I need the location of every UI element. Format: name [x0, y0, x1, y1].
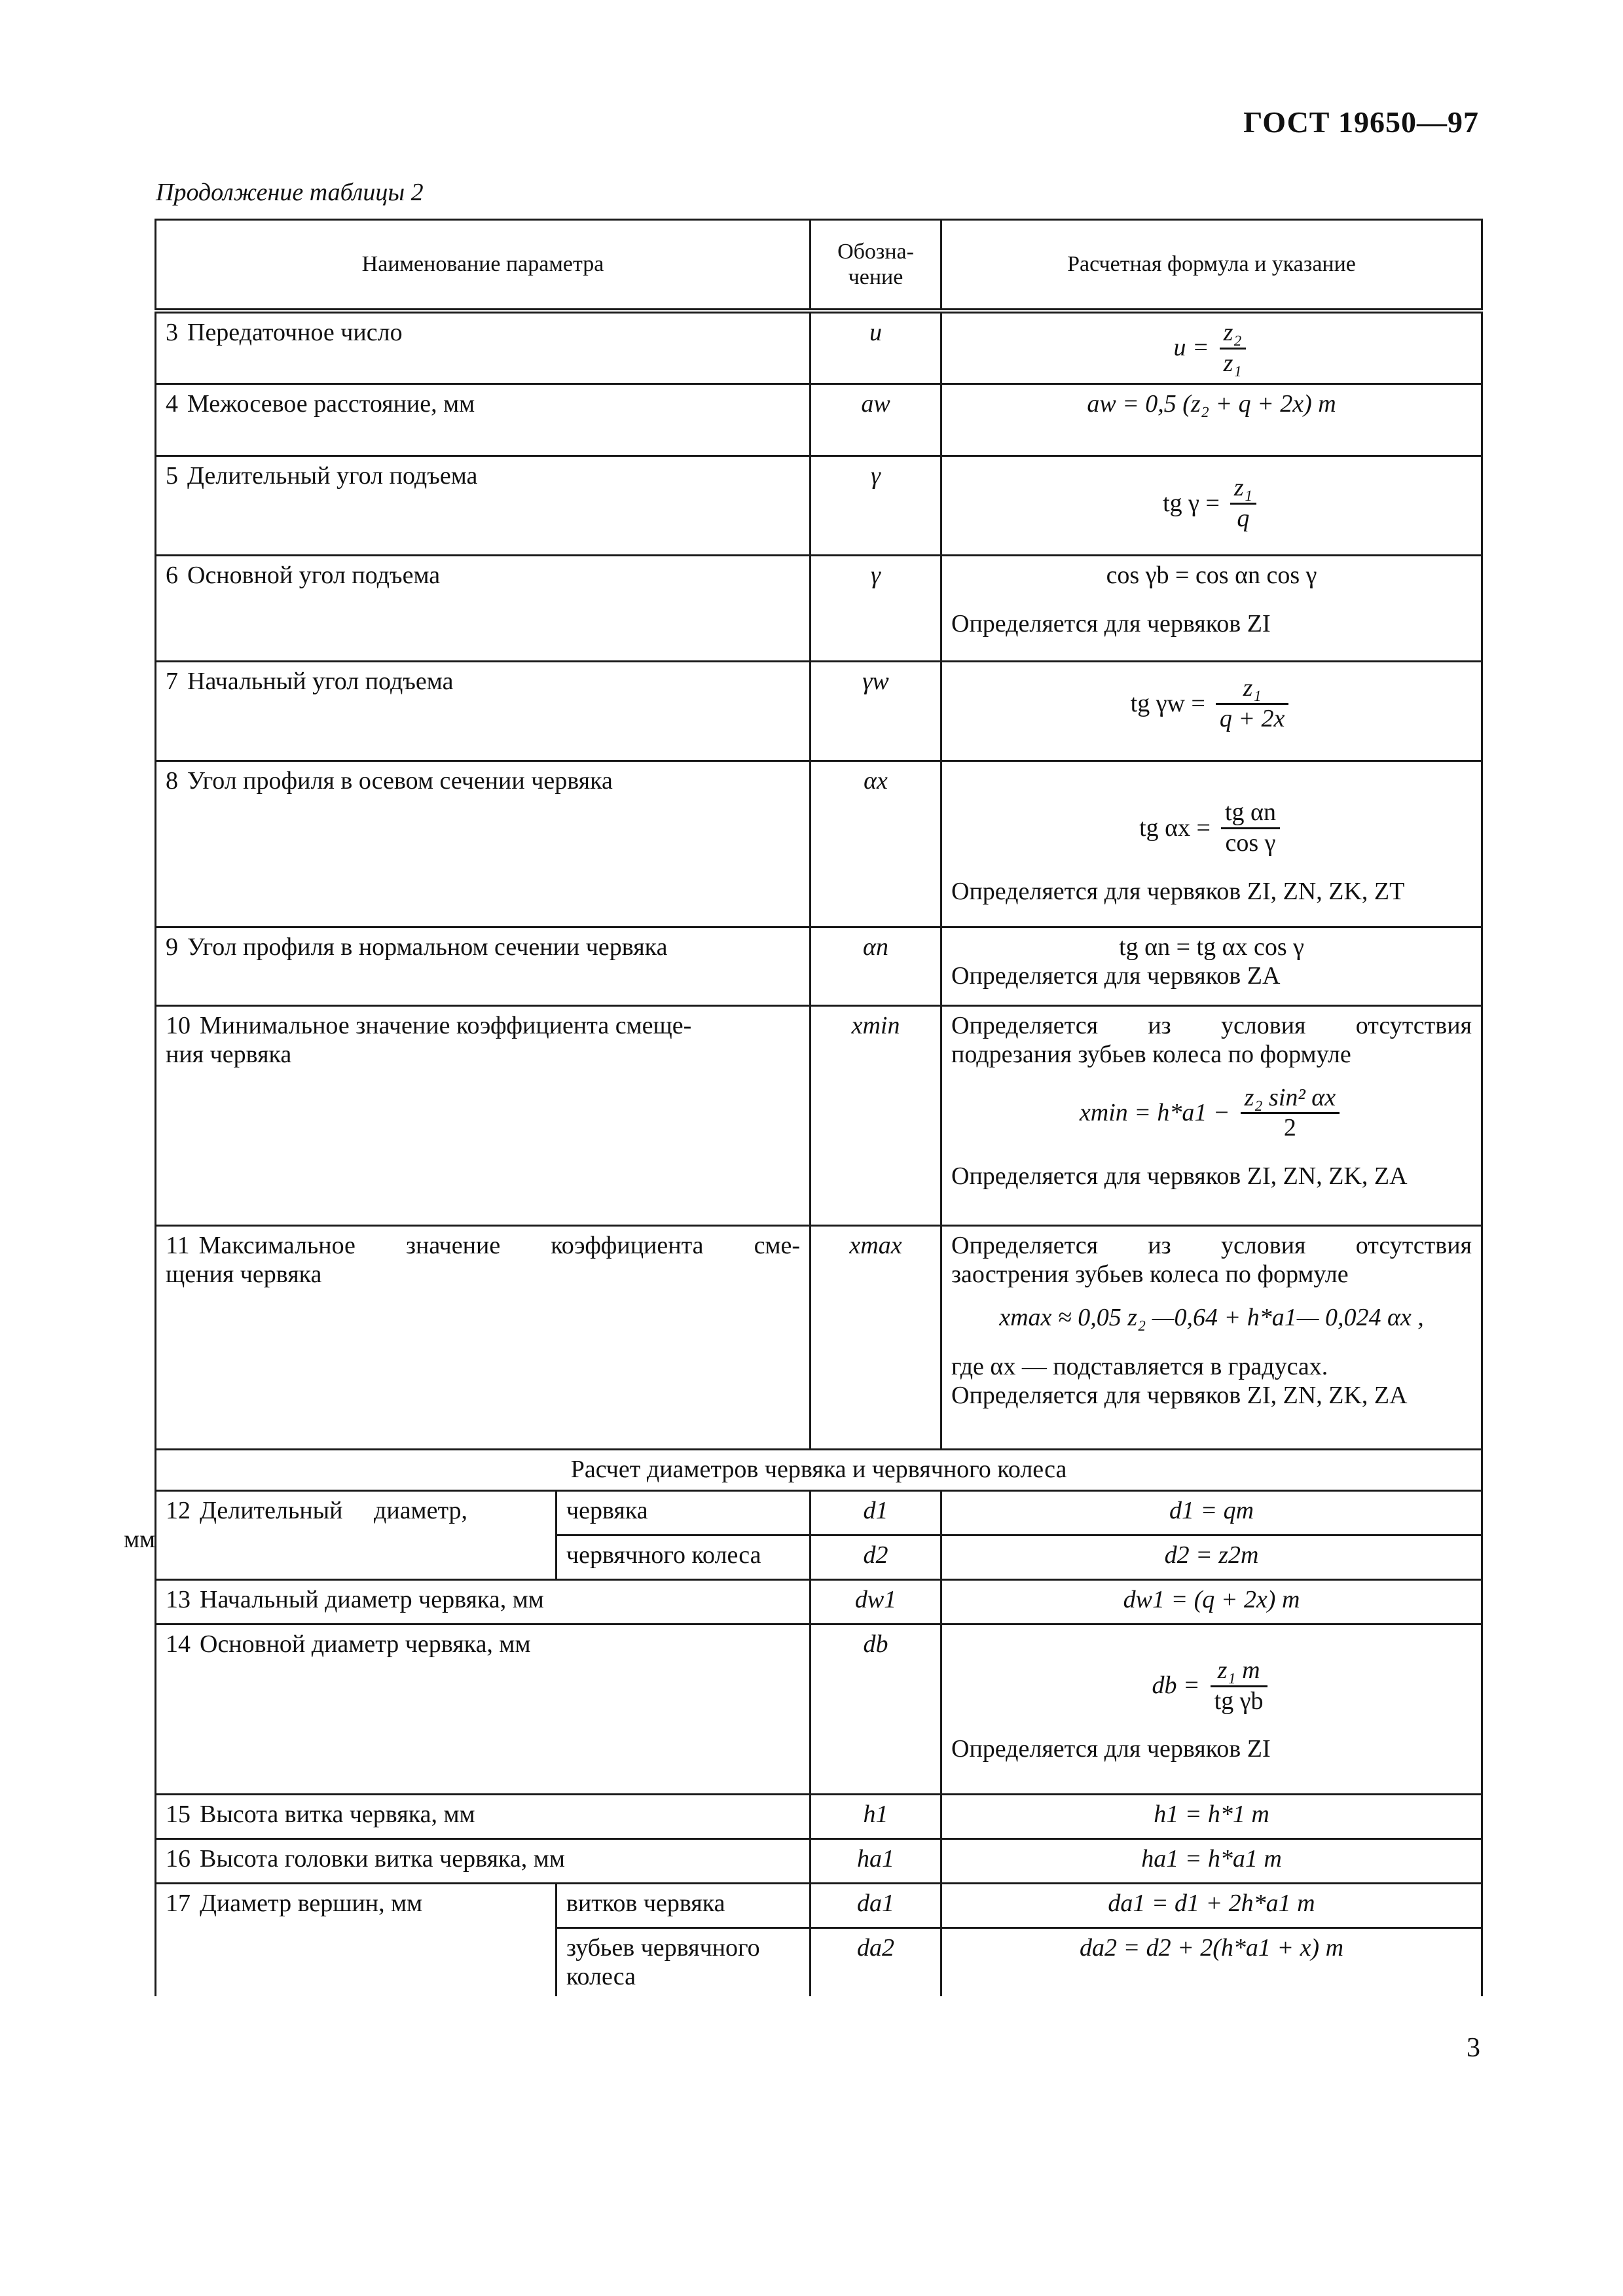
param-note: Определяется для червяков ZI — [951, 1735, 1271, 1763]
param-name: 11 Максимальное значение коэффициента сме- щения червяка — [156, 1226, 811, 1450]
param-symbol: αx — [811, 761, 941, 927]
param-name: 17 Диаметр вершин, мм — [156, 1884, 556, 1997]
table-row — [156, 1006, 1482, 1226]
param-subname: зубьев червячного колеса — [556, 1928, 811, 1997]
param-subname: витков червяка — [556, 1884, 811, 1928]
param-symbol: γw — [811, 662, 941, 761]
param-formula: ha1 = h*a1 m — [941, 1839, 1482, 1884]
table-row — [156, 761, 1482, 927]
param-name: 6 Основной угол подъема — [156, 556, 811, 662]
parameters-table — [124, 219, 1483, 1996]
param-name: 3 Передаточное число — [156, 311, 811, 384]
param-name: 10 Минимальное значение коэффициента смеще- ния червяка — [156, 1006, 811, 1226]
param-note: Определяется для червяков ZI, ZN, ZK, ZA — [951, 1382, 1408, 1410]
param-name: 14 Основной диаметр червяка, мм — [156, 1624, 811, 1795]
param-formula: u = $\frac{\text{z₂}}{\text{z₁}}$ — [941, 311, 1482, 384]
table-row — [156, 1226, 1482, 1450]
param-formula: tg αn = tg αx cos γ Определяется для червяков ZA — [941, 927, 1482, 1006]
param-symbol: γ — [811, 556, 941, 662]
param-formula: tg αx = $\frac{\text{tg αn}}{\text{cos γ}}$ Определяется для червяков ZI, ZN, ZK, ZT — [941, 761, 1482, 927]
param-text: подрезания зубьев колеса по формуле — [951, 1041, 1351, 1069]
param-symbol: da1 — [811, 1884, 941, 1928]
col-header-formula: Расчетная формула и указание — [941, 220, 1482, 312]
param-text: заострения зубьев колеса по формуле — [951, 1261, 1349, 1289]
param-formula: tg γ = $\frac{\text{z₁}}{q}$ — [941, 456, 1482, 556]
param-note: Определяется для червяков ZI — [951, 610, 1271, 638]
param-symbol: dw1 — [811, 1580, 941, 1624]
param-name: 8 Угол профиля в осевом сечении червяка — [156, 761, 811, 927]
table-row — [156, 1795, 1482, 1839]
table-row — [156, 1491, 1482, 1535]
param-name: 16 Высота головки витка червяка, мм — [156, 1839, 811, 1884]
param-name: 7 Начальный угол подъема — [156, 662, 811, 761]
param-text: где αx — подставляется в градусах. — [951, 1353, 1328, 1381]
param-symbol: ha1 — [811, 1839, 941, 1884]
param-name: 12 Делительный диаметр, мм — [156, 1491, 556, 1580]
param-formula: aw = 0,5 (z₂ + q + 2x) m — [941, 384, 1482, 456]
table-continuation-label: Продолжение таблицы 2 — [156, 179, 424, 206]
param-symbol: xmin — [811, 1006, 941, 1226]
section-title: Расчет диаметров червяка и червячного колеса — [156, 1450, 1482, 1491]
table-row — [156, 1884, 1482, 1928]
param-note: Определяется для червяков ZI, ZN, ZK, ZA — [951, 1162, 1408, 1191]
param-symbol: γ — [811, 456, 941, 556]
param-subname: червяка — [556, 1491, 811, 1535]
param-formula: d1 = qm — [941, 1491, 1482, 1535]
param-symbol: aw — [811, 384, 941, 456]
param-note: Определяется для червяков ZI, ZN, ZK, ZT — [951, 877, 1405, 905]
param-formula: da1 = d1 + 2h*a1 m — [941, 1884, 1482, 1928]
param-symbol: u — [811, 311, 941, 384]
param-name: 4 Межосевое расстояние, мм — [156, 384, 811, 456]
param-formula: d2 = z2m — [941, 1535, 1482, 1580]
param-name: 13 Начальный диаметр червяка, мм — [156, 1580, 811, 1624]
table-row — [156, 384, 1482, 456]
page-number: 3 — [1467, 2033, 1480, 2063]
col-header-name: Наименование параметра — [156, 220, 811, 312]
param-formula: tg γw = $\frac{\text{z₁}}{q + 2x}$ — [941, 662, 1482, 761]
table-row — [156, 662, 1482, 761]
standard-designation: ГОСТ 19650—97 — [1243, 105, 1479, 139]
table-row — [156, 927, 1482, 1006]
param-subname: червячного колеса — [556, 1535, 811, 1580]
param-formula: cos γb = cos αn cos γ Определяется для червяков ZI — [941, 556, 1482, 662]
param-text: Определяется из условия отсутствия — [951, 1232, 1472, 1260]
param-text: Определяется из условия отсутствия — [951, 1012, 1472, 1040]
param-formula: db = $\frac{\text{z₁ m}}{\text{tg γb}}$ Определяется для червяков ZI — [941, 1624, 1482, 1795]
table-row — [156, 456, 1482, 556]
param-symbol: αn — [811, 927, 941, 1006]
col-header-symbol-text: Обозна- чение — [837, 239, 914, 289]
param-formula: dw1 = (q + 2x) m — [941, 1580, 1482, 1624]
table-row — [156, 1624, 1482, 1795]
table-row — [156, 311, 1482, 384]
param-symbol: da2 — [811, 1928, 941, 1997]
param-formula: da2 = d2 + 2(h*a1 + x) m — [941, 1928, 1482, 1997]
param-symbol: h1 — [811, 1795, 941, 1839]
param-formula: h1 = h*1 m — [941, 1795, 1482, 1839]
table-row — [156, 1839, 1482, 1884]
param-symbol: xmax — [811, 1226, 941, 1450]
param-symbol: d2 — [811, 1535, 941, 1580]
table-header-row — [156, 220, 1482, 312]
param-note: Определяется для червяков ZA — [951, 962, 1281, 990]
section-row — [156, 1450, 1482, 1491]
param-name: 5 Делительный угол подъема — [156, 456, 811, 556]
col-header-symbol — [811, 220, 941, 312]
param-name: 9 Угол профиля в нормальном сечении червяка — [156, 927, 811, 1006]
param-name: 15 Высота витка червяка, мм — [156, 1795, 811, 1839]
table-row — [156, 556, 1482, 662]
table-row — [156, 1580, 1482, 1624]
param-formula: Определяется из условия отсутствия заострения зубьев колеса по формуле xmax ≈ 0,05 z₂ —0,64 + h*a1— 0,024 αx , где αx — подставляется в градусах. Определяется для червяков ZI, ZN, ZK, ZA — [941, 1226, 1482, 1450]
param-formula: Определяется из условия отсутствия подрезания зубьев колеса по формуле xmin = h*a1 − $\frac{\text{z₂ sin² αx}}{2}$ Определяется для червяков ZI, ZN, ZK, ZA — [941, 1006, 1482, 1226]
param-symbol: d1 — [811, 1491, 941, 1535]
param-symbol: db — [811, 1624, 941, 1795]
